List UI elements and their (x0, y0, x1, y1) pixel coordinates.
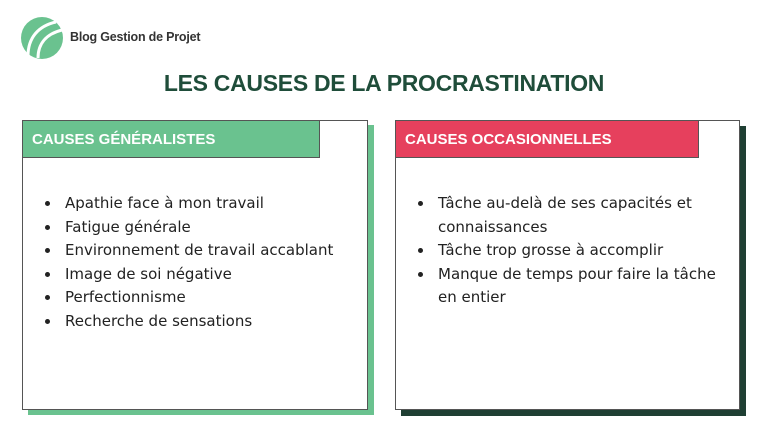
list-item: • Perfectionnisme (61, 286, 333, 310)
card-header-occasional: CAUSES OCCASIONNELLES (396, 121, 699, 158)
list-item: • Tâche trop grosse à accomplir (434, 239, 734, 263)
card-occasional (395, 120, 740, 410)
card-header-generalist: CAUSES GÉNÉRALISTES (23, 121, 320, 158)
list-item: • Tâche au-delà de ses capacités et connaissances (434, 192, 734, 239)
brand-name: Blog Gestion de Projet (70, 30, 201, 44)
list-item: • Environnement de travail accablant (61, 239, 333, 263)
page-title: LES CAUSES DE LA PROCRASTINATION (163, 70, 605, 96)
generalist-list (41, 192, 333, 333)
list-item: • Fatigue générale (61, 216, 333, 240)
list-item: • Image de soi négative (61, 263, 333, 287)
list-item: • Recherche de sensations (61, 310, 333, 334)
list-item: • Manque de temps pour faire la tâche en entier (434, 263, 734, 310)
card-generalist (22, 120, 368, 410)
list-item: • Apathie face à mon travail (61, 192, 333, 216)
leaf-logo-icon (18, 16, 66, 60)
occasional-list (414, 192, 734, 310)
